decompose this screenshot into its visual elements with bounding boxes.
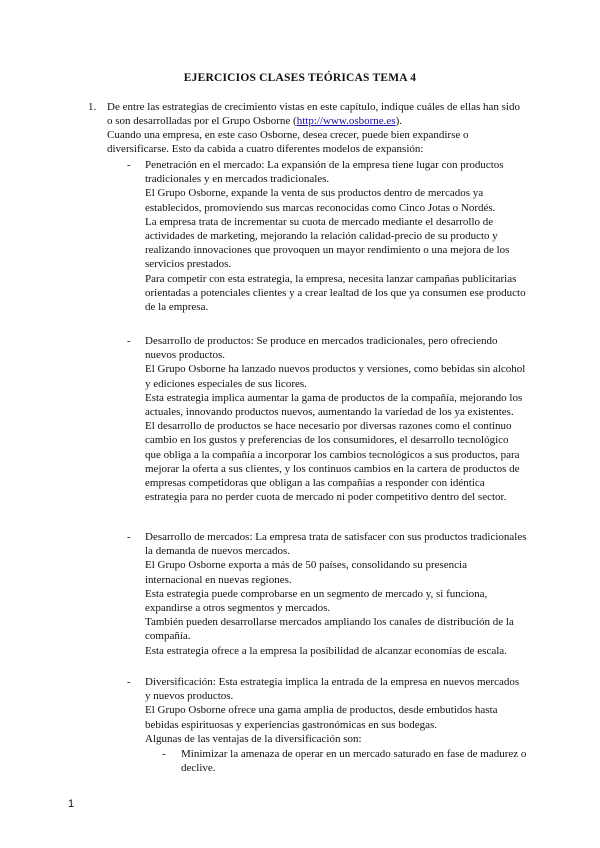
advantage-text: Minimizar la amenaza de operar en un mercado saturado en fase de madurez o declive. [181,748,527,775]
strategy-paragraph: Esta estrategia puede comprobarse en un segmento de mercado y, si funciona, expandirse a otros segmentos y mercados. [145,587,488,615]
bullet-dash: - [162,748,166,760]
bullet-dash: - [127,531,131,543]
strategy-paragraph: También pueden desarrollarse mercados ampliando los canales de distribución de la compañía. [145,616,514,643]
strategy-paragraph: El Grupo Osborne exporta a más de 50 países, consolidando su presencia internacional en nuevas regiones. [145,559,467,586]
bullet-dash: - [127,676,131,688]
question-intro: Cuando una empresa, en este caso Osborne, desea crecer, puede bien expandirse o diversificarse. Esto da cabida a cuatro diferentes modelos de expansión: [107,129,469,155]
bullet-dash: - [127,335,131,347]
strategy-paragraph: La empresa trata de incrementar su cuota de mercado mediante el desarrollo de actividades de marketing, mejorando la relación calidad-precio de su producto y realizando innovaciones que provoquen un mayor rendimiento o una mejora de los servicios prestados. [145,215,510,271]
strategy-paragraph: Desarrollo de productos: Se produce en mercados tradicionales, pero ofreciendo nuevos productos. [145,335,498,362]
bullet-dash: - [127,159,131,171]
strategy-paragraph: Esta estrategia ofrece a la empresa la posibilidad de alcanzar economías de escala. [145,644,507,657]
question-text-before-link: De entre las estrategias de crecimiento vistas en este capítulo, indique cuáles de ellas han sido o son desarrolladas por el Grupo Osborne ( [107,101,520,127]
question-text-after-link: ). [395,115,403,127]
strategy-paragraph: Para competir con esta estrategia, la empresa, necesita lanzar campañas publicitarias orientadas a potenciales clientes y a crear lealtad de los que ya consumen ese producto de la empresa. [145,272,526,314]
strategy-paragraph: Desarrollo de mercados: La empresa trata de satisfacer con sus productos tradicionales la demanda de nuevos mercados. [145,531,527,558]
page-number: 1 [68,798,75,810]
strategy-paragraph: Esta estrategia implica aumentar la gama de productos de la compañía, mejorando los actuales, innovando productos nuevos, aumentando la variedad de los ya existentes. [145,391,523,419]
strategy-paragraph: Algunas de las ventajas de la diversificación son: [145,732,362,745]
strategy-paragraph: Penetración en el mercado: La expansión de la empresa tiene lugar con productos tradicionales y en mercados tradicionales. [145,159,504,186]
strategy-paragraph: El desarrollo de productos se hace necesario por diversas razones como el continuo cambio en los gustos y preferencias de los consumidores, el desarrollo tecnológico que obliga a la compañía a incorporar los cambios tecnológicos a sus productos, para mejorar la oferta a sus clientes, y los continuos cambios en la cartera de productos de empresas competidoras que obligan a las compañías a responder con idéntica estrategia para no perder cuota de mercado ni poder competitivo dentro del sector. [145,420,520,504]
strategy-paragraph: El Grupo Osborne ha lanzado nuevos productos y versiones, como bebidas sin alcohol y ediciones especiales de sus licores. [145,363,526,390]
strategy-paragraph: El Grupo Osborne ofrece una gama amplia de productos, desde embutidos hasta bebidas espirituosas y experiencias gastronómicas en sus bodegas. [145,704,498,731]
page-title: EJERCICIOS CLASES TEÓRICAS TEMA 4 [183,72,417,84]
strategy-paragraph: Diversificación: Esta estrategia implica la entrada de la empresa en nuevos mercados y nuevos productos. [145,676,520,703]
question-text [107,100,527,156]
strategy-paragraph: El Grupo Osborne, expande la venta de sus productos dentro de mercados ya establecidos, promoviendo sus marcas reconocidas como Cinco Jotas o Nordés. [145,187,496,214]
question-number: 1. [88,101,97,113]
osborne-link[interactable]: http://www.osborne.es [296,115,396,127]
